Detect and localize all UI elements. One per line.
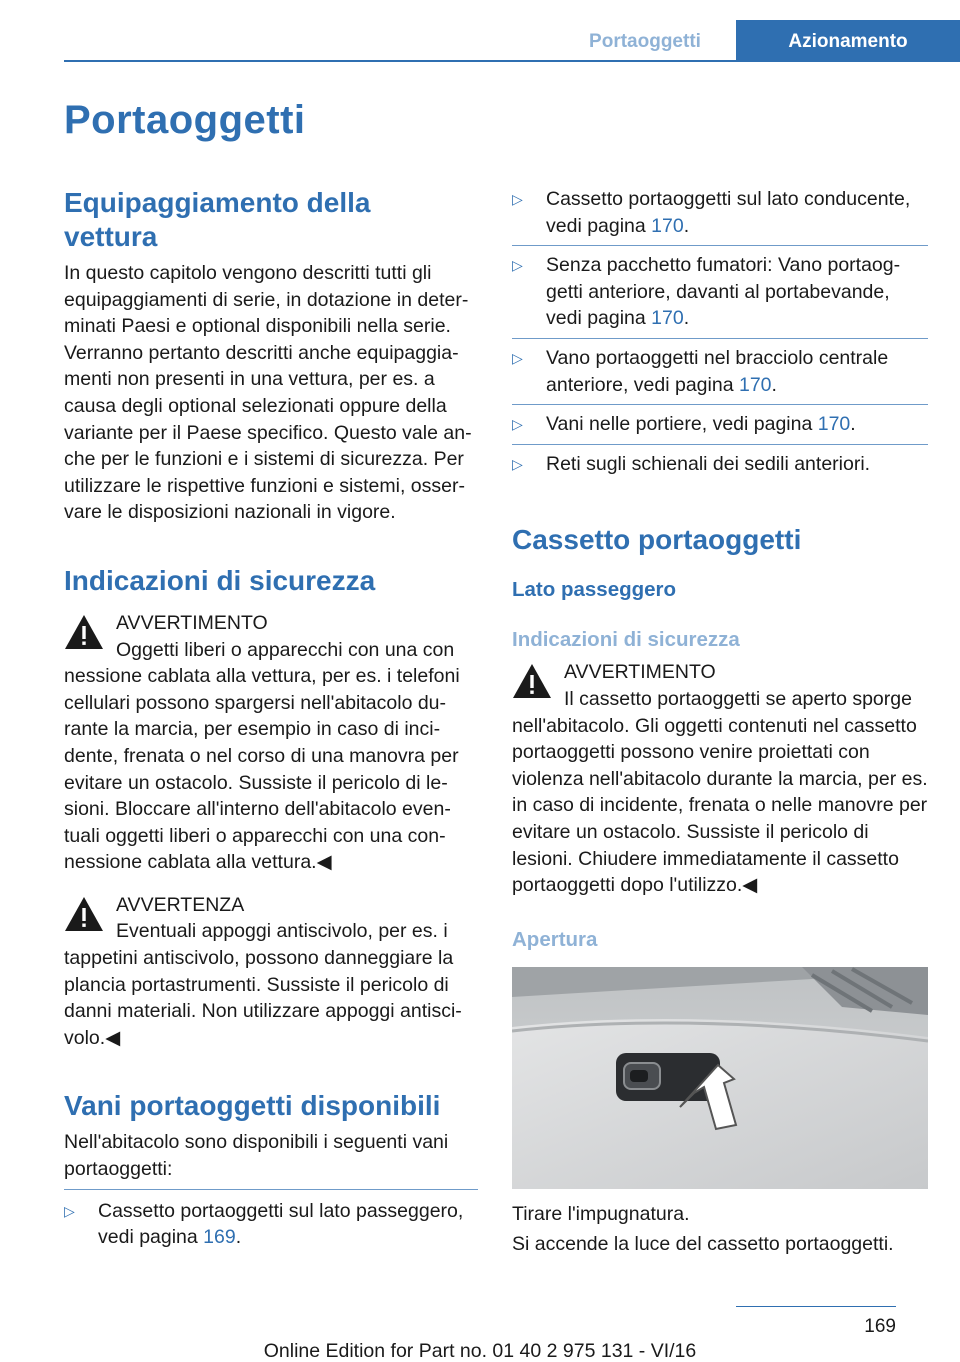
list-item-text: Cassetto portaoggetti sul lato conducente, vedi pagina xyxy=(546,188,911,237)
list-divider xyxy=(512,245,928,246)
page-header xyxy=(0,20,960,62)
list-item-text: Cassetto portaoggetti sul lato passeggero, vedi pagina xyxy=(98,1199,464,1249)
list-divider xyxy=(64,1189,478,1190)
list-item-end: . xyxy=(771,373,777,396)
list-item-text: Reti sugli schienali dei sedili anteriori. xyxy=(546,452,871,475)
warning-block-1 xyxy=(64,610,478,876)
triangle-bullet-icon: ▷ xyxy=(512,349,523,366)
warning-title: AVVERTIMENTO xyxy=(116,611,268,634)
triangle-bullet-icon: ▷ xyxy=(512,257,523,274)
warning-text: tappetini antiscivolo, possono danneggiare la plancia portastrumenti. Sussiste il pericolo di danni materiali. Non utilizzare appoggi antiscivolo.◀ xyxy=(64,947,462,1049)
left-column xyxy=(64,186,478,1251)
list-item xyxy=(512,411,928,438)
triangle-bullet-icon: ▷ xyxy=(512,191,523,207)
list-divider xyxy=(512,338,928,339)
warning-triangle-icon xyxy=(512,663,552,699)
heading-cassetto-portaoggetti: Cassetto portaoggetti xyxy=(512,524,802,556)
page-number: 169 xyxy=(864,1316,896,1337)
footer-rule xyxy=(736,1306,896,1307)
page-link[interactable]: 170 xyxy=(738,373,772,396)
list-item xyxy=(512,451,928,478)
right-column xyxy=(512,186,928,1258)
warning-title: AVVERTIMENTO xyxy=(564,661,716,684)
heading-vani-portaoggetti: Vani portaoggetti disponibili xyxy=(64,1090,441,1122)
triangle-bullet-icon: ▷ xyxy=(64,1202,75,1219)
list-item xyxy=(512,252,928,332)
heading-apertura: Apertura xyxy=(512,927,598,951)
vani-intro-text: Nell'abitacolo sono disponibili i seguenti vani portaoggetti: xyxy=(64,1131,449,1181)
edition-text: Online Edition for Part no. 01 40 2 975 131 - VI/16 xyxy=(263,1340,697,1362)
heading-equipaggiamento: Equipaggiamento della vettura xyxy=(64,187,371,252)
warning-triangle-icon xyxy=(64,614,104,650)
apertura-step-2: Si accende la luce del cassetto portaoggetti. xyxy=(512,1233,894,1256)
warning-first-line: Il cassetto portaoggetti se aperto sporge xyxy=(564,687,912,710)
page-link[interactable]: 170 xyxy=(651,214,684,237)
page-link[interactable]: 170 xyxy=(651,307,684,330)
page-link[interactable]: 169 xyxy=(203,1226,236,1249)
list-item-end: . xyxy=(683,307,690,330)
list-divider xyxy=(512,444,928,445)
header-chapter-tab[interactable]: Azionamento xyxy=(736,20,960,62)
glovebox-illustration xyxy=(512,967,928,1189)
header-section-tab[interactable]: Portaoggetti xyxy=(589,31,701,52)
list-item xyxy=(64,1198,478,1251)
warning-block-3 xyxy=(512,659,928,898)
heading-indicazioni-sicurezza: Indicazioni di sicurezza xyxy=(64,564,376,596)
list-item-text: Senza pacchetto fumatori: Vano portaoggetti anteriore, davanti al portabevande, vedi pagina xyxy=(546,254,901,330)
heading-indicazioni-sicurezza-2: Indicazioni di sicurezza xyxy=(512,628,740,652)
list-divider xyxy=(512,404,928,405)
triangle-bullet-icon: ▷ xyxy=(512,416,523,433)
triangle-bullet-icon: ▷ xyxy=(512,455,523,472)
header-rule xyxy=(64,60,960,62)
list-item-end: . xyxy=(235,1226,242,1249)
warning-text: nell'abitacolo. Gli oggetti contenuti nel cassetto portaoggetti possono venire proiettati con violenza nell'abitacolo durante la marcia, per es. in caso di incidente, frenata o nelle manovre per evitare un ostacolo. Sussiste il pericolo di lesioni. Chiudere immediatamente il cassetto portaoggetti dopo l'utilizzo.◀ xyxy=(512,714,928,897)
list-item-end: . xyxy=(683,214,690,237)
list-item xyxy=(512,186,928,239)
warning-first-line: Eventuali appoggi antiscivolo, per es. i xyxy=(116,920,448,943)
warning-block-2 xyxy=(64,892,478,1052)
apertura-step-1: Tirare l'impugnatura. xyxy=(512,1202,690,1225)
glovebox-photo xyxy=(512,967,928,1189)
warning-title: AVVERTENZA xyxy=(116,893,245,916)
warning-triangle-icon xyxy=(64,896,104,932)
heading-lato-passeggero: Lato passeggero xyxy=(512,578,677,602)
list-item-text: Vano portaoggetti nel bracciolo centrale anteriore, vedi pagina xyxy=(546,346,889,396)
list-item xyxy=(512,345,928,398)
warning-first-line: Oggetti liberi o apparecchi con una con xyxy=(116,638,455,661)
list-item-text: Vani nelle portiere, vedi pagina xyxy=(546,413,818,436)
page-footer xyxy=(0,1306,960,1362)
page-title: Portaoggetti xyxy=(64,98,306,142)
warning-text: nessione cablata alla vettura, per es. i telefoni cellulari possono spargersi nell'abitacolo durante la marcia, per esempio in caso di incidente, frenata o nel corso di una manovra per evitare un ostacolo. Sussiste il pericolo di lesioni. Bloccare all'interno dell'abitacolo eventuali oggetti liberi o apparecchi con una connessione cablata alla vettura.◀ xyxy=(64,665,460,874)
page-link[interactable]: 170 xyxy=(817,413,851,436)
list-item-end: . xyxy=(850,413,856,436)
equipaggiamento-text: In questo capitolo vengono descritti tutti gli equipaggiamenti di serie, in dotazione in determinati Paesi e optional disponibili nella serie. Verranno pertanto descritti anche equipaggiamenti non presenti in una vettura, per es. a causa degli optional selezionati oppure della variante per il Paese specifico. Questo vale anche per le funzioni e i sistemi di sicurezza. Per utilizzare le rispettive funzioni e sistemi, osservare le disposizioni nazionali in vigore. xyxy=(64,262,472,524)
